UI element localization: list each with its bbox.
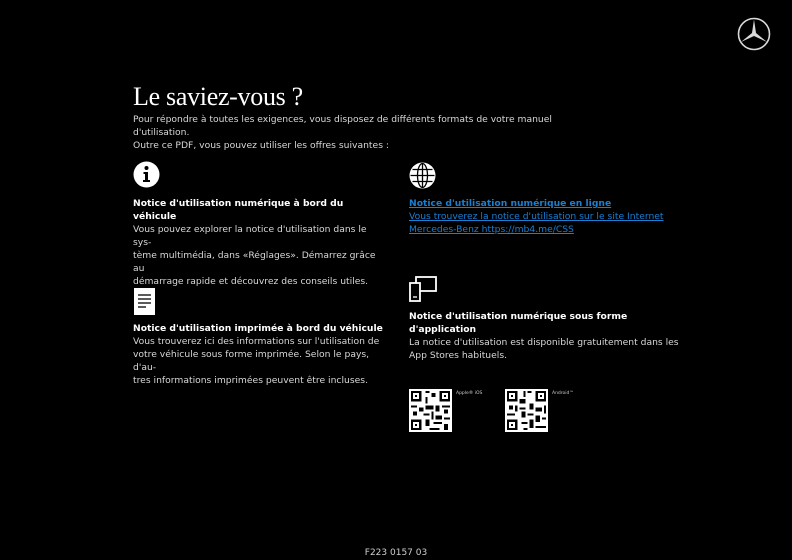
section-line: La notice d'utilisation est disponible gratuitement dans les bbox=[409, 337, 679, 348]
intro-line: Outre ce PDF, vous pouvez utiliser les offres suivantes : bbox=[133, 140, 389, 151]
mercedes-star-icon bbox=[737, 17, 771, 51]
section-heading: Notice d'utilisation numérique à bord du véhicule bbox=[133, 198, 344, 222]
section-app bbox=[409, 310, 679, 362]
online-manual-line[interactable]: Vous trouverez la notice d'utilisation sur le site Internet bbox=[409, 211, 664, 222]
section-line: tres informations imprimées peuvent être incluses. bbox=[133, 375, 368, 386]
section-line: Vous pouvez explorer la notice d'utilisation dans le sys- bbox=[133, 224, 367, 248]
section-heading: Notice d'utilisation numérique sous forme d'application bbox=[409, 311, 628, 335]
document-code: F223 0157 03 bbox=[364, 548, 428, 558]
section-line: démarrage rapide et découvrez des conseils utiles. bbox=[133, 276, 369, 287]
qr-code-android[interactable] bbox=[505, 389, 548, 432]
section-line: App Stores habituels. bbox=[409, 350, 508, 361]
info-icon bbox=[133, 161, 160, 188]
devices-icon bbox=[409, 276, 437, 302]
intro-text bbox=[133, 113, 603, 152]
qr-label-android: Android™ bbox=[552, 391, 574, 396]
online-manual-link[interactable]: Notice d'utilisation numérique en ligne bbox=[409, 198, 612, 209]
section-online bbox=[409, 197, 669, 236]
page-title: Le saviez-vous ? bbox=[133, 82, 303, 111]
section-onboard bbox=[133, 197, 383, 288]
section-line: tème multimédia, dans «Réglages». Démarrez grâce au bbox=[133, 250, 376, 274]
globe-icon bbox=[409, 162, 436, 189]
document-icon bbox=[134, 288, 155, 315]
section-line: Vous trouverez ici des informations sur l'utilisation de bbox=[133, 336, 380, 347]
section-line: votre véhicule sous forme imprimée. Selon le pays, d'au- bbox=[133, 349, 370, 373]
online-manual-url[interactable]: Mercedes-Benz https://mb4.me/CSS bbox=[409, 224, 574, 235]
intro-line: Pour répondre à toutes les exigences, vous disposez de différents formats de votre manuel d'utilisation. bbox=[133, 114, 552, 138]
qr-code-ios[interactable] bbox=[409, 389, 452, 432]
qr-label-ios: Apple® iOS bbox=[456, 391, 483, 396]
section-heading: Notice d'utilisation imprimée à bord du véhicule bbox=[133, 323, 383, 334]
section-printed bbox=[133, 322, 383, 387]
